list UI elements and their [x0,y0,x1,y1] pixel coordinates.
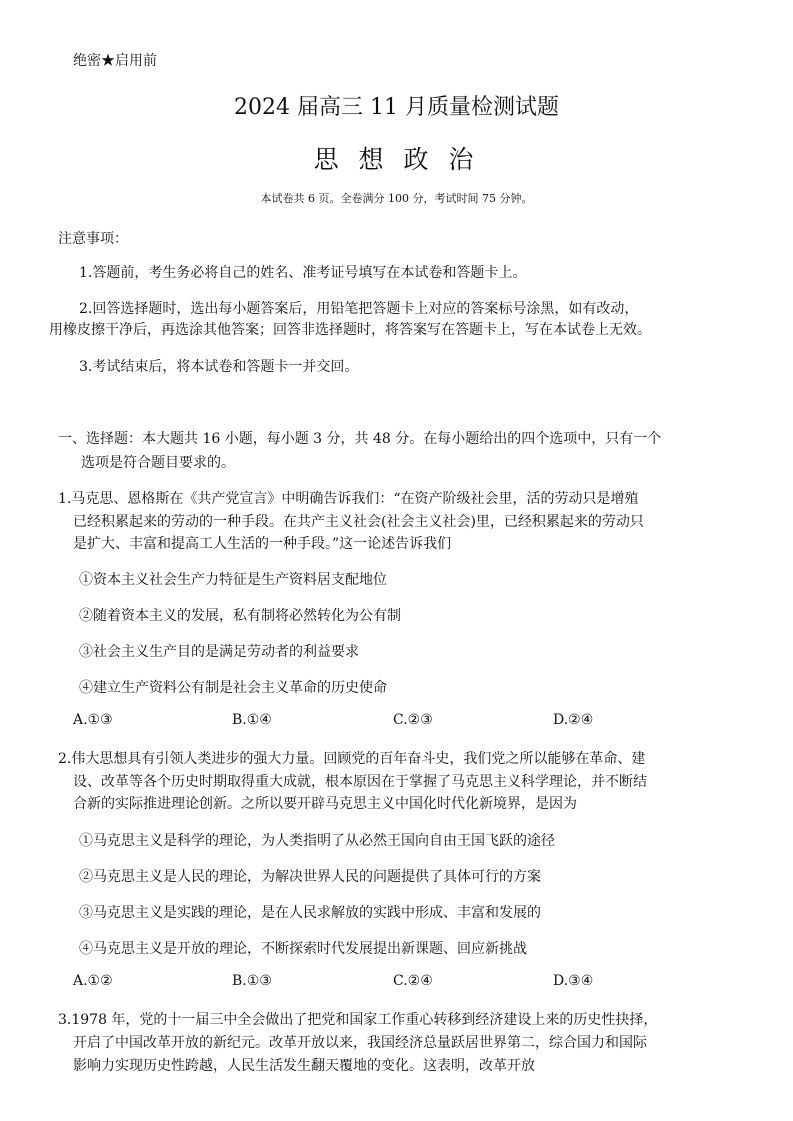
confidential-label: 绝密★启用前 [73,53,157,69]
exam-info: 本试卷共 6 页。全卷满分 100 分，考试时间 75 分钟。 [260,192,533,205]
option-b: B.①④ [232,712,272,728]
question-stem: 影响力实现历史性跨越，人民生活发生翻天覆地的变化。这表明，改革开放 [73,1058,535,1074]
notice-heading: 注意事项： [58,231,128,247]
statement: ③马克思主义是实践的理论，是在人民求解放的实践中形成、丰富和发展的 [79,905,541,921]
question-stem: 1.马克思、恩格斯在《共产党宣言》中明确告诉我们：“在资产阶级社会里，活的劳动只是增殖 [58,491,639,507]
option-d: D.③④ [553,973,594,989]
question-stem: 2.伟大思想具有引领人类进步的强大力量。回顾党的百年奋斗史，我们党之所以能够在革命、建 [58,751,646,767]
notice-item: 用橡皮擦干净后，再选涂其他答案；回答非选择题时，将答案写在答题卡上，写在本试卷上无效。 [49,322,651,338]
statement: ②马克思主义是人民的理论，为解决世界人民的问题提供了具体可行的方案 [79,869,541,885]
statement: ②随着资本主义的发展，私有制将必然转化为公有制 [79,608,401,624]
exam-title: 2024 届高三 11 月质量检测试题 [234,95,559,120]
section-heading-cont: 选项是符合题目要求的。 [81,455,235,471]
option-c: C.②④ [393,973,433,989]
question-stem: 设、改革等各个历史时期取得重大成就，根本原因在于掌握了马克思主义科学理论，并不断结 [73,774,647,790]
section-heading: 一、选择题：本大题共 16 小题，每小题 3 分，共 48 分。在每小题给出的四个选项中，只有一个 [58,431,662,447]
option-a: A.①③ [73,712,113,728]
statement: ①资本主义社会生产力特征是生产资料居支配地位 [79,572,387,588]
notice-item: 2.回答选择题时，选出每小题答案后，用铅笔把答题卡上对应的答案标号涂黑，如有改动， [79,301,639,317]
question-stem: 已经积累起来的劳动的一种手段。在共产主义社会(社会主义社会)里，已经积累起来的劳动只 [73,514,644,530]
statement: ③社会主义生产目的是满足劳动者的利益要求 [79,644,359,660]
option-a: A.①② [73,973,113,989]
option-d: D.②④ [553,712,594,728]
statement: ④马克思主义是开放的理论，不断探索时代发展提出新课题、回应新挑战 [79,941,527,957]
notice-item: 1.答题前，考生务必将自己的姓名、准考证号填写在本试卷和答题卡上。 [79,265,527,281]
option-b: B.①③ [232,973,272,989]
question-stem: 开启了中国改革开放的新纪元。改革开放以来，我国经济总量跃居世界第二，综合国力和国际 [73,1035,647,1051]
question-stem: 是扩大、丰富和提高工人生活的一种手段。”这一论述告诉我们 [73,536,452,552]
subject-title: 思 想 政 治 [313,145,480,174]
question-stem: 3.1978 年，党的十一届三中全会做出了把党和国家工作重心转移到经济建设上来的历史性抉择， [58,1012,658,1028]
question-stem: 合新的实际推进理论创新。之所以要开辟马克思主义中国化时代化新境界，是因为 [73,796,577,812]
notice-item: 3.考试结束后，将本试卷和答题卡一并交回。 [79,359,359,375]
statement: ①马克思主义是科学的理论，为人类指明了从必然王国向自由王国飞跃的途径 [79,833,555,849]
option-c: C.②③ [393,712,433,728]
statement: ④建立生产资料公有制是社会主义革命的历史使命 [79,680,387,696]
